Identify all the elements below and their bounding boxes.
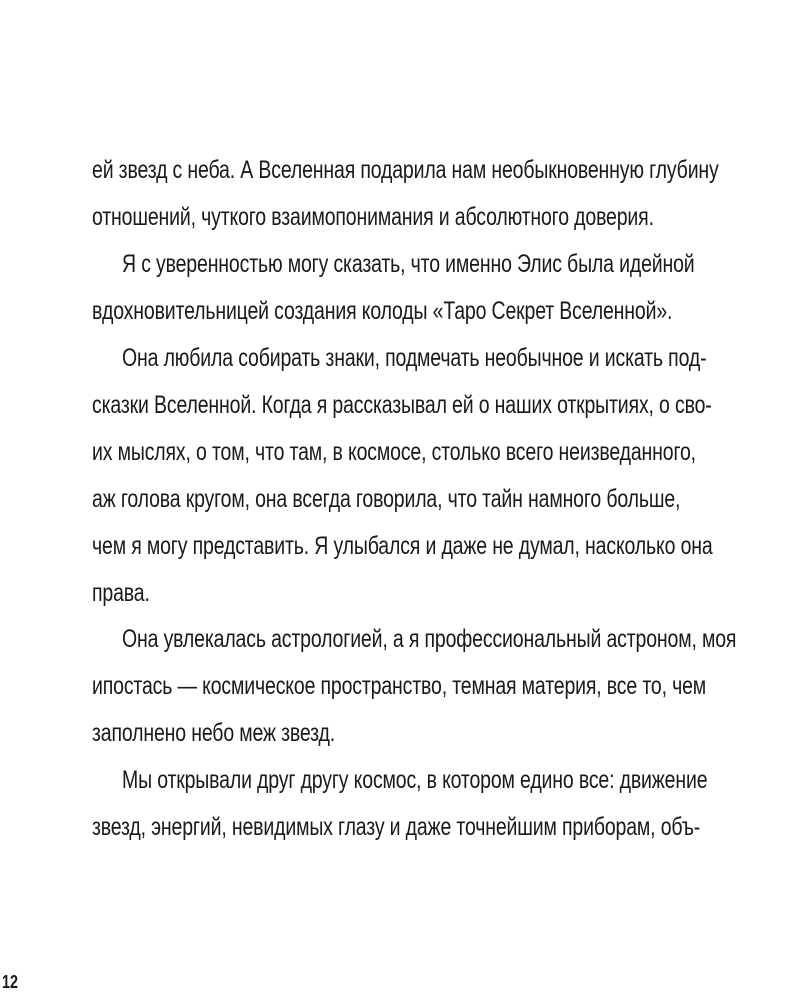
text-line: чем я могу представить. Я улыбался и даже не думал, насколько она xyxy=(92,532,713,560)
text-line: отношений, чуткого взаимопонимания и абсолютного доверия. xyxy=(92,203,654,231)
paragraph-first-line: Я с уверенностью могу сказать, что именно Элис была идейной xyxy=(122,250,695,278)
text-line: права. xyxy=(92,579,150,607)
text-line: аж голова кругом, она всегда говорила, что тайн намного больше, xyxy=(92,485,681,513)
text-line: ей звезд с неба. А Вселенная подарила нам необыкновенную глубину xyxy=(92,156,719,184)
text-line: их мыслях, о том, что там, в космосе, столько всего неизведанного, xyxy=(92,438,696,466)
paragraph-first-line: Мы открывали друг другу космос, в котором едино все: движение xyxy=(122,766,708,794)
text-line: звезд, энергий, невидимых глазу и даже точнейшим приборам, объ- xyxy=(92,813,701,841)
paragraph-first-line: Она увлекалась астрологией, а я профессиональный астроном, моя xyxy=(122,625,737,653)
page-number: 12 xyxy=(2,972,19,992)
text-line: вдохновительницей создания колоды «Таро Секрет Вселенной». xyxy=(92,297,673,325)
text-line: ипостась — космическое пространство, темная материя, все то, чем xyxy=(92,672,707,700)
paragraph-first-line: Она любила собирать знаки, подмечать необычное и искать под- xyxy=(122,344,707,372)
text-line: заполнено небо меж звезд. xyxy=(92,719,336,747)
text-line: сказки Вселенной. Когда я рассказывал ей о наших открытиях, о сво- xyxy=(92,391,712,419)
